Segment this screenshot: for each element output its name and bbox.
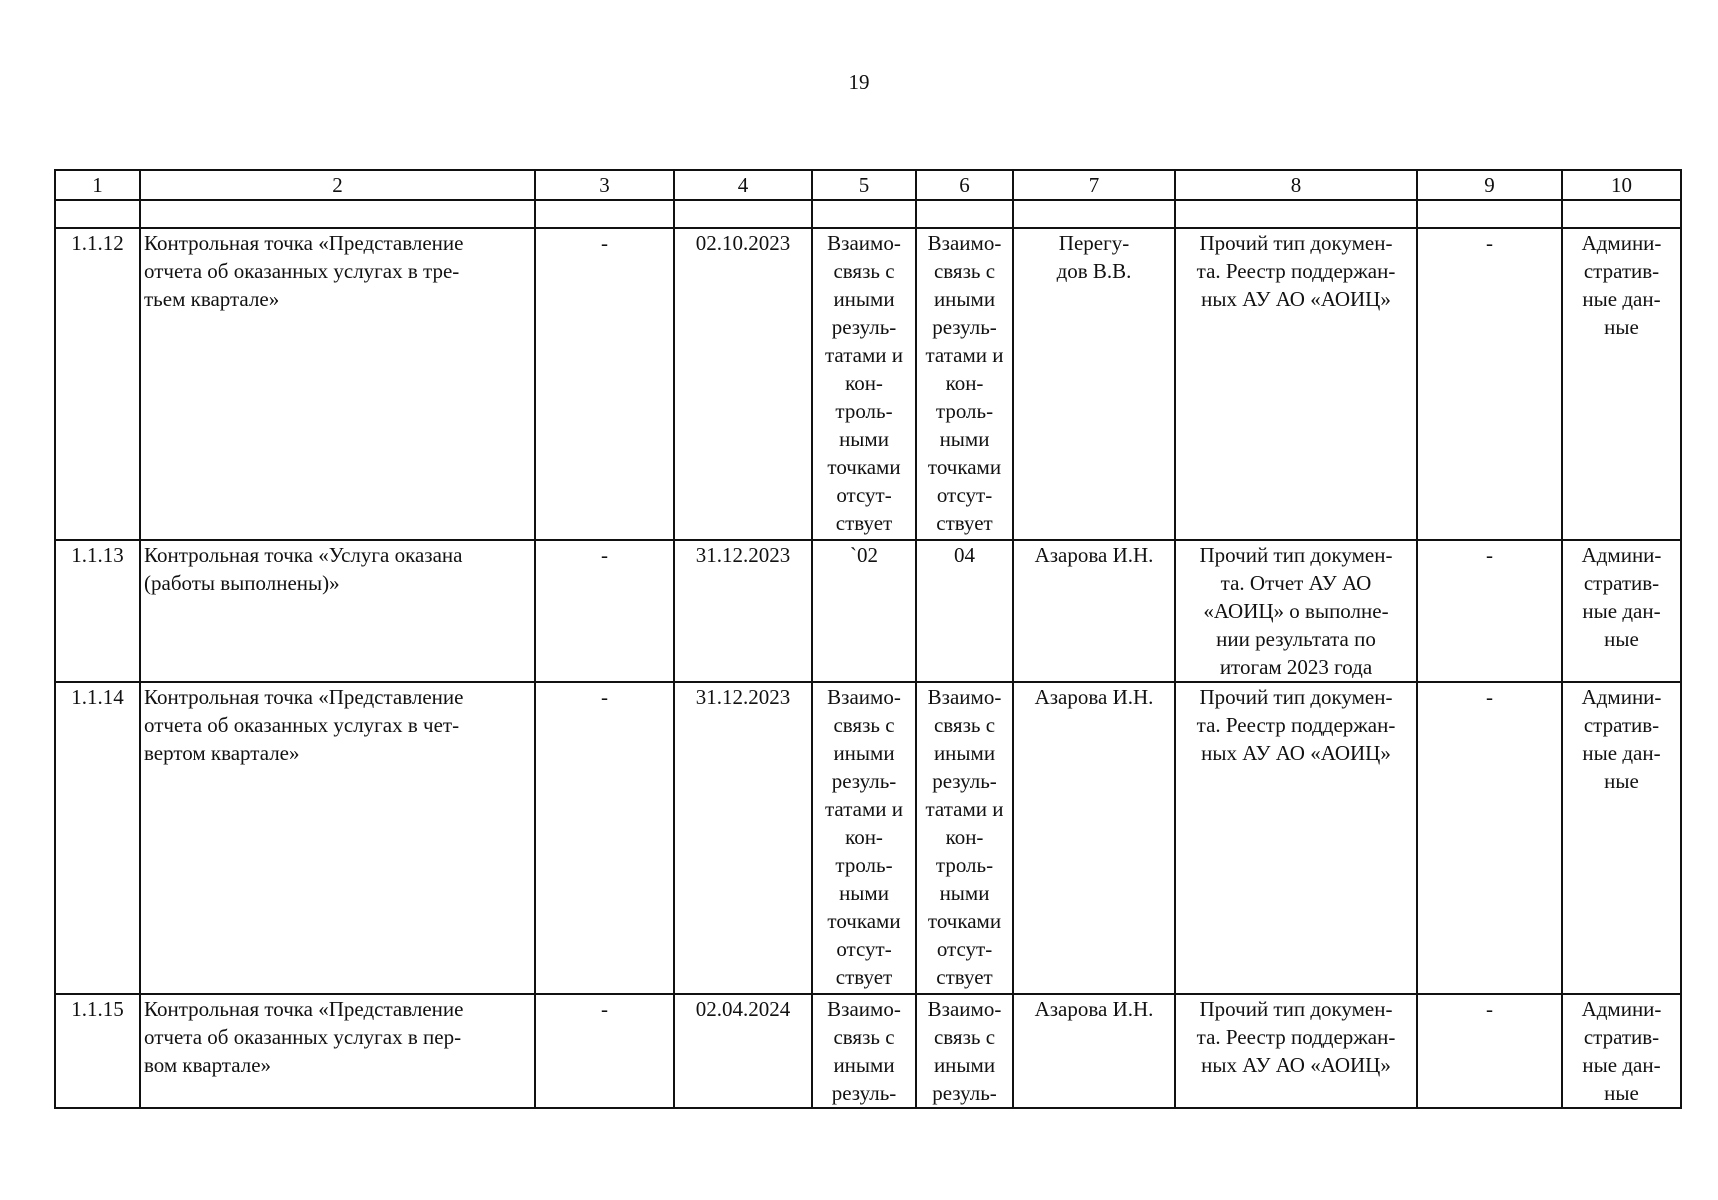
empty-cell	[55, 200, 140, 228]
empty-cell	[140, 200, 535, 228]
row-col5: `02	[812, 540, 916, 682]
row-number: 1.1.13	[55, 540, 140, 682]
table-row	[55, 994, 1681, 1108]
row-col9: -	[1417, 994, 1562, 1108]
column-header: 1	[55, 170, 140, 200]
row-number: 1.1.12	[55, 228, 140, 540]
row-source: Админи- стратив- ные дан- ные	[1562, 228, 1681, 540]
column-header: 6	[916, 170, 1013, 200]
row-col9: -	[1417, 682, 1562, 994]
row-document: Прочий тип докумен- та. Отчет АУ АО «АОИЦ» о выполне- нии результата по итогам 2023 года	[1175, 540, 1417, 682]
row-col5: Взаимо- связь с иными резуль- татами и кон- троль- ными точками отсут- ствует	[812, 682, 916, 994]
row-date: 31.12.2023	[674, 682, 812, 994]
column-header: 4	[674, 170, 812, 200]
empty-cell	[1175, 200, 1417, 228]
row-name: Контрольная точка «Представление отчета об оказанных услугах в пер- вом квартале»	[140, 994, 535, 1108]
row-responsible: Азарова И.Н.	[1013, 540, 1175, 682]
control-points-table	[54, 169, 1682, 1109]
row-source: Админи- стратив- ные дан- ные	[1562, 994, 1681, 1108]
row-col6: Взаимо- связь с иными резуль- татами и кон- троль- ными точками отсут- ствует	[916, 682, 1013, 994]
empty-cell	[1562, 200, 1681, 228]
row-number: 1.1.15	[55, 994, 140, 1108]
row-date: 02.10.2023	[674, 228, 812, 540]
column-header: 7	[1013, 170, 1175, 200]
row-col6: Взаимо- связь с иными резуль-	[916, 994, 1013, 1108]
header-row	[55, 170, 1681, 200]
table-row	[55, 682, 1681, 994]
row-col3: -	[535, 228, 674, 540]
row-responsible: Азарова И.Н.	[1013, 682, 1175, 994]
empty-cell	[1417, 200, 1562, 228]
row-document: Прочий тип докумен- та. Реестр поддержан- ных АУ АО «АОИЦ»	[1175, 994, 1417, 1108]
row-name: Контрольная точка «Услуга оказана (работы выполнены)»	[140, 540, 535, 682]
row-date: 02.04.2024	[674, 994, 812, 1108]
empty-cell	[674, 200, 812, 228]
row-col3: -	[535, 994, 674, 1108]
column-header: 3	[535, 170, 674, 200]
row-col3: -	[535, 682, 674, 994]
column-header: 9	[1417, 170, 1562, 200]
column-header: 8	[1175, 170, 1417, 200]
row-col3: -	[535, 540, 674, 682]
row-source: Админи- стратив- ные дан- ные	[1562, 682, 1681, 994]
row-name: Контрольная точка «Представление отчета об оказанных услугах в чет- вертом квартале»	[140, 682, 535, 994]
empty-cell	[535, 200, 674, 228]
column-header: 10	[1562, 170, 1681, 200]
row-col5: Взаимо- связь с иными резуль- татами и кон- троль- ными точками отсут- ствует	[812, 228, 916, 540]
column-header: 5	[812, 170, 916, 200]
table-row	[55, 228, 1681, 540]
empty-cell	[916, 200, 1013, 228]
empty-cell	[1013, 200, 1175, 228]
column-header: 2	[140, 170, 535, 200]
row-col6: 04	[916, 540, 1013, 682]
row-responsible: Перегу- дов В.В.	[1013, 228, 1175, 540]
row-col5: Взаимо- связь с иными резуль-	[812, 994, 916, 1108]
row-source: Админи- стратив- ные дан- ные	[1562, 540, 1681, 682]
row-col6: Взаимо- связь с иными резуль- татами и кон- троль- ными точками отсут- ствует	[916, 228, 1013, 540]
row-date: 31.12.2023	[674, 540, 812, 682]
row-name: Контрольная точка «Представление отчета об оказанных услугах в тре- тьем квартале»	[140, 228, 535, 540]
row-document: Прочий тип докумен- та. Реестр поддержан- ных АУ АО «АОИЦ»	[1175, 682, 1417, 994]
row-document: Прочий тип докумен- та. Реестр поддержан- ных АУ АО «АОИЦ»	[1175, 228, 1417, 540]
empty-cell	[812, 200, 916, 228]
row-col9: -	[1417, 228, 1562, 540]
table-row	[55, 540, 1681, 682]
row-responsible: Азарова И.Н.	[1013, 994, 1175, 1108]
page-number: 19	[848, 70, 870, 94]
empty-row	[55, 200, 1681, 228]
row-number: 1.1.14	[55, 682, 140, 994]
row-col9: -	[1417, 540, 1562, 682]
